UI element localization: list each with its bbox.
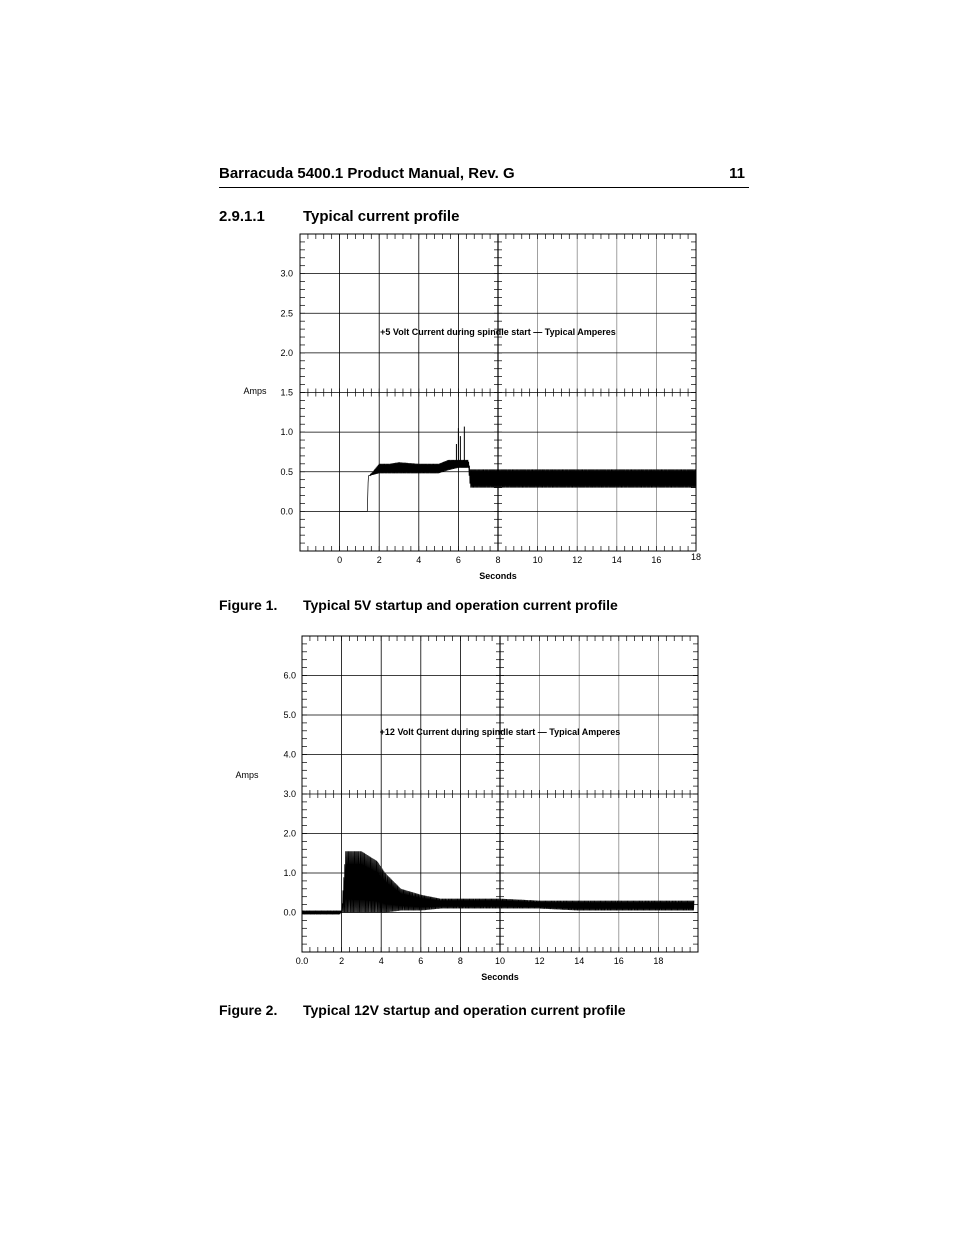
- x-tick-label: 6: [418, 956, 424, 966]
- y-tick-label: 0.0: [283, 907, 296, 918]
- figure-2-text: Typical 12V startup and operation current profile: [303, 1002, 626, 1018]
- y-tick-label: 2.5: [280, 308, 293, 319]
- y-tick-label: 3.0: [280, 268, 293, 279]
- x-axis-label: Seconds: [479, 571, 517, 581]
- y-axis-label: Amps: [235, 770, 259, 780]
- y-tick-label: 3.0: [283, 789, 296, 799]
- x-tick-label: 18: [653, 956, 664, 966]
- y-tick-label: 1.5: [280, 387, 293, 398]
- page-number: 11: [729, 165, 745, 182]
- y-tick-label: 2.0: [283, 828, 296, 839]
- x-tick-label: 0: [337, 555, 343, 565]
- x-tick-label: 10: [494, 956, 506, 966]
- x-tick-label: 18: [690, 552, 702, 562]
- x-axis-label: Seconds: [481, 972, 519, 982]
- x-tick-label: 14: [611, 555, 622, 565]
- x-tick-label: 14: [574, 956, 585, 966]
- x-tick-label: 2: [339, 956, 345, 966]
- x-tick-label: 10: [532, 555, 543, 565]
- y-tick-label: 1.0: [280, 427, 293, 438]
- x-tick-label: 4: [416, 555, 422, 565]
- document-title: Barracuda 5400.1 Product Manual, Rev. G: [219, 165, 515, 182]
- x-tick-label: 8: [495, 555, 501, 565]
- y-tick-label: 5.0: [283, 710, 296, 720]
- x-tick-label: 0.0: [295, 956, 309, 966]
- y-tick-label: 0.5: [280, 466, 293, 477]
- y-tick-label: 6.0: [283, 670, 296, 681]
- section-title: Typical current profile: [303, 208, 460, 225]
- x-tick-label: 16: [613, 956, 624, 966]
- y-tick-label: 2.0: [280, 347, 293, 358]
- y-tick-label: 0.0: [280, 506, 293, 517]
- y-tick-label: 1.0: [283, 868, 296, 878]
- current-trace: [302, 851, 694, 914]
- section-number: 2.9.1.1: [219, 208, 265, 225]
- x-tick-label: 12: [534, 956, 545, 966]
- figure-2-number: Figure 2.: [219, 1002, 278, 1018]
- y-tick-label: 4.0: [283, 749, 296, 760]
- y-axis-label: Amps: [243, 386, 267, 396]
- x-tick-label: 2: [376, 555, 382, 565]
- x-tick-label: 16: [651, 555, 662, 565]
- x-tick-label: 12: [572, 555, 583, 565]
- x-tick-label: 4: [378, 956, 384, 966]
- x-tick-label: 6: [455, 555, 461, 565]
- chart-title: +5 Volt Current during spindle start — Typical Amperes: [380, 327, 616, 337]
- chart-title: +12 Volt Current during spindle start — Typical Amperes: [379, 727, 621, 737]
- x-tick-label: 8: [457, 956, 463, 966]
- figure-1-number: Figure 1.: [219, 597, 278, 613]
- figure-1-text: Typical 5V startup and operation current profile: [303, 597, 618, 613]
